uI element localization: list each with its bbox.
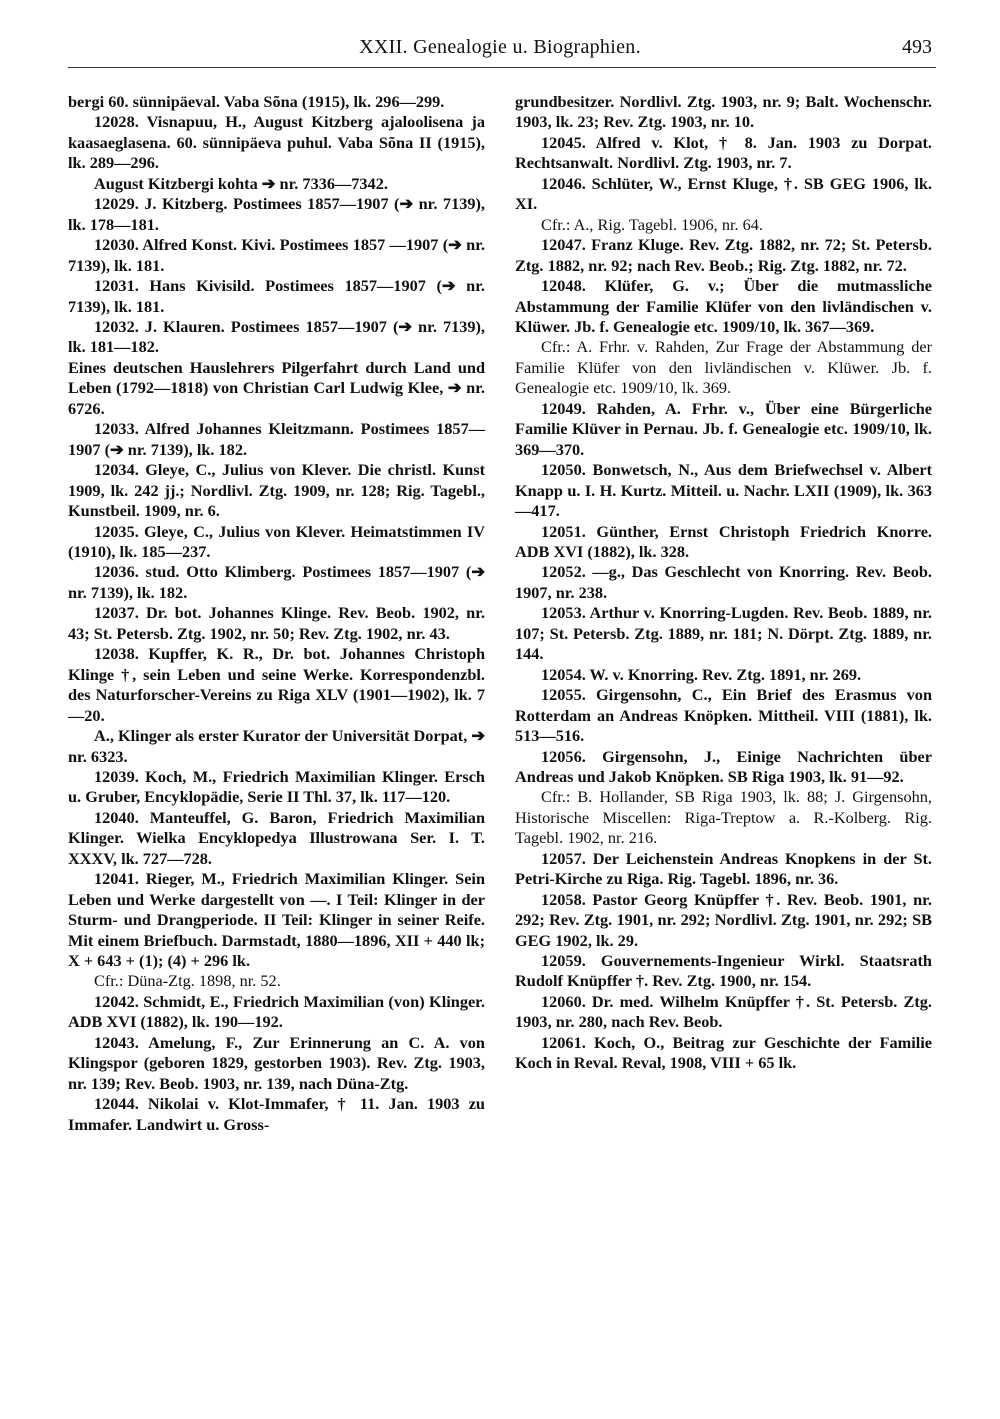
bibliography-entry: 12033. Alfred Johannes Kleitzmann. Postimees 1857—1907 (➔ nr. 7139), lk. 182. [68,419,485,459]
cfr-note: Cfr.: A. Frhr. v. Rahden, Zur Frage der Abstammung der Familie Klüfer von den livländischen v. Klüwer. Jb. f. Genealogie etc. 1909/10, lk. 369. [515,337,932,398]
bibliography-entry: 12047. Franz Kluge. Rev. Ztg. 1882, nr. 72; St. Petersb. Ztg. 1882, nr. 92; nach Rev. Beob.; Rig. Ztg. 1882, nr. 72. [515,235,932,275]
page-number: 493 [902,36,932,58]
bibliography-entry: 12045. Alfred v. Klot, † 8. Jan. 1903 zu Dorpat. Rechtsanwalt. Nordlivl. Ztg. 1903, nr. 7. [515,132,932,173]
bibliography-entry: 12060. Dr. med. Wilhelm Knüpffer †. St. Petersb. Ztg. 1903, nr. 280, nach Rev. Beob. [515,991,932,1032]
bibliography-entry: 12038. Kupffer, K. R., Dr. bot. Johannes Christoph Klinge †, sein Leben und seine Werke. Korrespondenzbl. des Naturforscher-Vereins zu Riga XLV (1901—1902), lk. 7—20. [68,644,485,725]
bibliography-entry: 12053. Arthur v. Knorring-Lugden. Rev. Beob. 1889, nr. 107; St. Petersb. Ztg. 1889, nr. 181; N. Dörpt. Ztg. 1889, nr. 144. [515,603,932,664]
bibliography-entry: 12057. Der Leichenstein Andreas Knopkens in der St. Petri-Kirche zu Riga. Rig. Tagebl. 1896, nr. 36. [515,848,932,889]
bibliography-entry: 12039. Koch, M., Friedrich Maximilian Klinger. Ersch u. Gruber, Encyklopädie, Serie II Thl. 37, lk. 117—120. [68,766,485,807]
bibliography-entry: 12035. Gleye, C., Julius von Klever. Heimatstimmen IV (1910), lk. 185—237. [68,521,485,561]
bibliography-entry: 12031. Hans Kivisild. Postimees 1857—1907 (➔ nr. 7139), lk. 181. [68,276,485,316]
bibliography-entry: 12051. Günther, Ernst Christoph Friedrich Knorre. ADB XVI (1882), lk. 328. [515,521,932,561]
bibliography-entry: 12043. Amelung, F., Zur Erinnerung an C. A. von Klingspor (geboren 1829, gestorben 1903). Rev. Ztg. 1903, nr. 139; Rev. Beob. 1903, nr. 139, nach Düna-Ztg. [68,1032,485,1093]
bibliography-entry: 12044. Nikolai v. Klot-Immafer, † 11. Jan. 1903 zu Immafer. Landwirt u. Gross- [68,1094,485,1134]
bibliography-entry: 12054. W. v. Knorring. Rev. Ztg. 1891, nr. 269. [541,664,862,684]
bibliography-entry: 12041. Rieger, M., Friedrich Maximilian Klinger. Sein Leben und Werke dargestellt von —. I Teil: Klinger in der Sturm- und Drangperiode. II Teil: Klinger in seiner Reife. Mit einem Briefbuch. Darmstadt, 1880—1896, XII + 440 lk; X + 643 + (1); (4) + 296 lk. [68,869,485,971]
bibliography-entry: 12058. Pastor Georg Knüpffer †. Rev. Beob. 1901, nr. 292; Rev. Ztg. 1901, nr. 292; Nordlivl. Ztg. 1901, nr. 292; SB GEG 1902, lk. 29. [515,889,932,950]
bibliography-entry: Eines deutschen Hauslehrers Pilgerfahrt durch Land und Leben (1792—1818) von Christian Carl Ludwig Klee, ➔ nr. 6726. [68,357,485,418]
bibliography-entry: A., Klinger als erster Kurator der Universität Dorpat, ➔ nr. 6323. [68,726,485,766]
bibliography-entry: 12048. Klüfer, G. v.; Über die mutmassliche Abstammung der Familie Klüfer von den livländischen v. Klüwer. Jb. f. Genealogie etc. 1909/10, lk. 367—369. [515,276,932,336]
bibliography-entry: 12050. Bonwetsch, N., Aus dem Briefwechsel v. Albert Knapp u. I. H. Kurtz. Mitteil. u. Nachr. LXII (1909), lk. 363—417. [515,460,932,521]
header-rule [68,67,936,68]
bibliography-entry: 12040. Manteuffel, G. Baron, Friedrich Maximilian Klinger. Wielka Encyklopedya Illustrowana Ser. I. T. XXXV, lk. 727—728. [68,807,485,868]
bibliography-entry: 12055. Girgensohn, C., Ein Brief des Erasmus von Rotterdam an Andreas Knöpken. Mittheil. VIII (1881), lk. 513—516. [515,685,932,746]
bibliography-entry: 12029. J. Kitzberg. Postimees 1857—1907 (➔ nr. 7139), lk. 178—181. [68,194,485,234]
cfr-note: Cfr.: B. Hollander, SB Riga 1903, lk. 88; J. Girgensohn, Historische Miscellen: Riga-Treptow a. R.-Kolberg. Rig. Tagebl. 1902, nr. 216. [515,787,932,848]
bibliography-entry: 12056. Girgensohn, J., Einige Nachrichten über Andreas und Jakob Knöpken. SB Riga 1903, lk. 91—92. [515,746,932,786]
bibliography-entry: 12032. J. Klauren. Postimees 1857—1907 (➔ nr. 7139), lk. 181—182. [68,316,485,357]
bibliography-entry: 12061. Koch, O., Beitrag zur Geschichte der Familie Koch in Reval. Reval, 1908, VIII + 65 lk. [515,1032,932,1073]
cfr-note: Cfr.: A., Rig. Tagebl. 1906, nr. 64. [541,214,763,234]
bibliography-entry: 12036. stud. Otto Klimberg. Postimees 1857—1907 (➔ nr. 7139), lk. 182. [68,562,485,602]
bibliography-entry: 12052. —g., Das Geschlecht von Knorring. Rev. Beob. 1907, nr. 238. [515,562,932,602]
cfr-note: Cfr.: Düna-Ztg. 1898, nr. 52. [94,971,281,991]
bibliography-entry: 12037. Dr. bot. Johannes Klinge. Rev. Beob. 1902, nr. 43; St. Petersb. Ztg. 1902, nr. 50; Rev. Ztg. 1902, nr. 43. [68,603,485,643]
running-header-title: XXII. Genealogie u. Biographien. [359,36,641,58]
bibliography-entry: 12030. Alfred Konst. Kivi. Postimees 1857 —1907 (➔ nr. 7139), lk. 181. [68,235,485,275]
bibliography-entry: August Kitzbergi kohta ➔ nr. 7336—7342. [94,173,388,193]
bibliography-entry: 12042. Schmidt, E., Friedrich Maximilian (von) Klinger. ADB XVI (1882), lk. 190—192. [68,991,485,1032]
bibliography-entry: 12028. Visnapuu, H., August Kitzberg ajaloolisena ja kaasaeglasena. 60. sünnipäeva puhul. Vaba Sõna II (1915), lk. 289—296. [68,112,485,173]
left-column [68,92,485,1135]
right-column [515,92,932,1074]
bibliography-entry: grundbesitzer. Nordlivl. Ztg. 1903, nr. 9; Balt. Wochenschr. 1903, lk. 23; Rev. Ztg. 1903, nr. 10. [515,92,932,132]
bibliography-entry: 12034. Gleye, C., Julius von Klever. Die christl. Kunst 1909, lk. 242 jj.; Nordlivl. Ztg. 1909, nr. 128; Rig. Tagebl., Kunstbeil. 1909, nr. 6. [68,460,485,521]
bibliography-entry: 12046. Schlüter, W., Ernst Kluge, †. SB GEG 1906, lk. XI. [515,173,932,214]
bibliography-entry: 12049. Rahden, A. Frhr. v., Über eine Bürgerliche Familie Klüver in Pernau. Jb. f. Genealogie etc. 1909/10, lk. 369—370. [515,398,932,459]
bibliography-entry: bergi 60. sünnipäeval. Vaba Sõna (1915), lk. 296—299. [68,92,445,111]
bibliography-entry: 12059. Gouvernements-Ingenieur Wirkl. Staatsrath Rudolf Knüpffer †. Rev. Ztg. 1900, nr. 154. [515,951,932,991]
